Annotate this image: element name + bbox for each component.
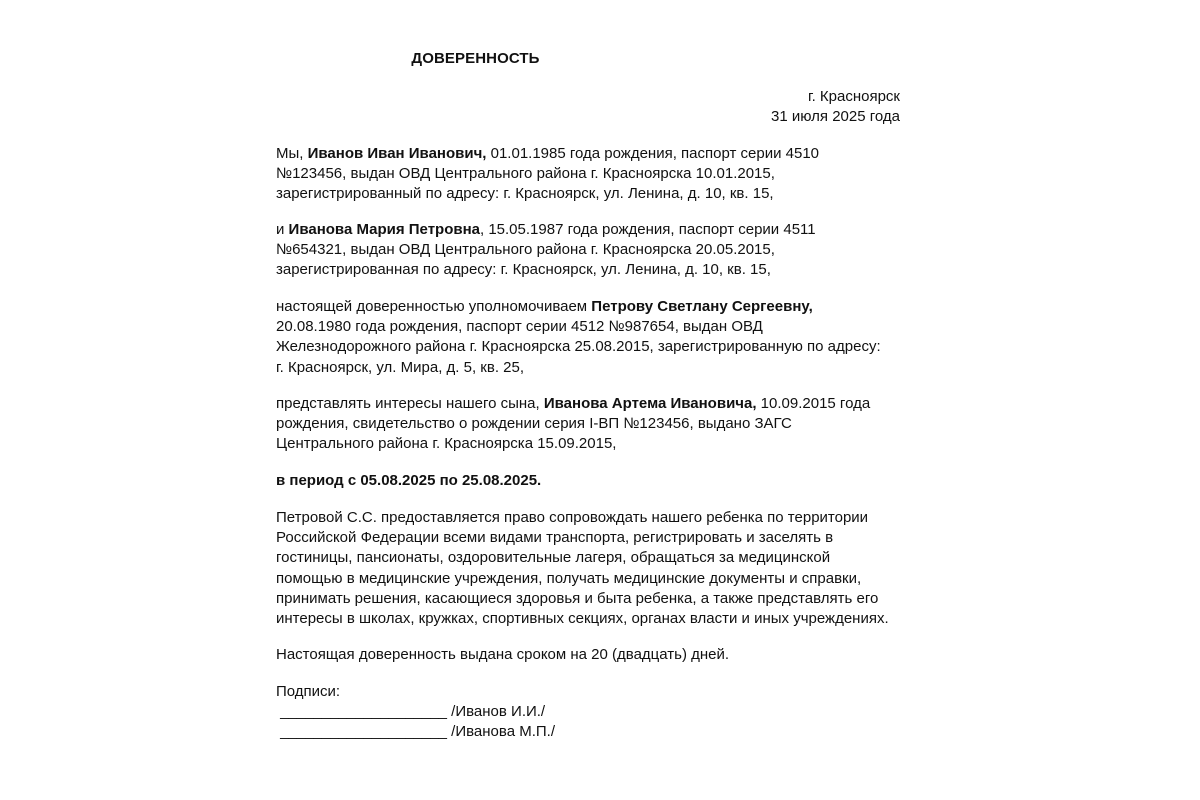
powers-line: принимать решения, касающиеся здоровья и быта ребенка, а также представлять его — [276, 589, 879, 607]
principal-2-paragraph — [276, 220, 900, 281]
place-and-date — [771, 87, 900, 127]
principal-1-paragraph — [276, 144, 900, 205]
signatures-block — [276, 682, 900, 743]
principal-1-passport: №123456, выдан ОВД Центрального района г. Красноярска 10.01.2015, — [276, 165, 775, 183]
child-paragraph — [276, 394, 900, 455]
principal-2-address: зарегистрированная по адресу: г. Красноярск, ул. Ленина, д. 10, кв. 15, — [276, 261, 771, 279]
document-page — [276, 0, 900, 800]
powers-line: интересы в школах, кружках, спортивных секциях, органах власти и иных учреждениях. — [276, 610, 889, 628]
powers-paragraph — [276, 508, 900, 629]
agent-address: г. Красноярск, ул. Мира, д. 5, кв. 25, — [276, 358, 525, 376]
document-title: ДОВЕРЕННОСТЬ — [411, 50, 540, 67]
child-name: Иванова Артема Ивановича, — [543, 395, 757, 412]
date: 31 июля 2025 года — [771, 108, 900, 125]
principal-1-name: Иванов Иван Иванович, — [307, 145, 487, 162]
powers-line: Петровой С.С. предоставляется право сопровождать нашего ребенка по территории — [276, 509, 869, 526]
principal-2-pre: и — [276, 221, 289, 238]
signature-line-ivanov: ____________________ /Иванов И.И./ — [276, 703, 546, 721]
principal-2-name: Иванова Мария Петровна — [288, 221, 480, 238]
principal-2-line — [276, 220, 900, 240]
powers-line: помощью в медицинские учреждения, получать медицинские документы и справки, — [276, 569, 862, 587]
principal-2-passport: №654321, выдан ОВД Центрального района г. Красноярска 20.05.2015, — [276, 241, 775, 259]
signatures-label: Подписи: — [276, 683, 341, 700]
period-paragraph — [276, 471, 900, 491]
period: в период с 05.08.2025 по 25.08.2025. — [276, 472, 542, 489]
principal-1-address: зарегистрированный по адресу: г. Красноярск, ул. Ленина, д. 10, кв. 15, — [276, 185, 774, 203]
child-certificate: рождения, свидетельство о рождении серия I-ВП №123456, выдано ЗАГС — [276, 415, 792, 433]
signature-line-ivanova: ____________________ /Иванова М.П./ — [276, 723, 555, 741]
term: Настоящая доверенность выдана сроком на 20 (двадцать) дней. — [276, 646, 730, 663]
agent-name: Петрову Светлану Сергеевну, — [591, 298, 813, 315]
agent-paragraph — [276, 297, 900, 378]
child-issuer: Центрального района г. Красноярска 15.09.2015, — [276, 435, 617, 453]
agent-line — [276, 297, 900, 317]
principal-1-post: 01.01.1985 года рождения, паспорт серии 4510 — [486, 145, 820, 162]
agent-pre: настоящей доверенностью уполномочиваем — [276, 298, 592, 315]
child-pre: представлять интересы нашего сына, — [276, 395, 544, 412]
child-post: 10.09.2015 года — [756, 395, 871, 412]
agent-issuer: Железнодорожного района г. Красноярска 25.08.2015, зарегистрированную по адресу: — [276, 338, 881, 356]
principal-2-post: , 15.05.1987 года рождения, паспорт серии 4511 — [480, 221, 816, 238]
child-line — [276, 394, 900, 414]
powers-line: гостиницы, пансионаты, оздоровительные лагеря, обращаться за медицинской — [276, 549, 831, 567]
city: г. Красноярск — [807, 88, 900, 105]
term-paragraph — [276, 645, 900, 665]
principal-1-line — [276, 144, 900, 164]
agent-passport: 20.08.1980 года рождения, паспорт серии 4512 №987654, выдан ОВД — [276, 318, 763, 336]
powers-line: Российской Федерации всеми видами транспорта, регистрировать и заселять в — [276, 529, 834, 547]
principal-1-pre: Мы, — [276, 145, 308, 162]
